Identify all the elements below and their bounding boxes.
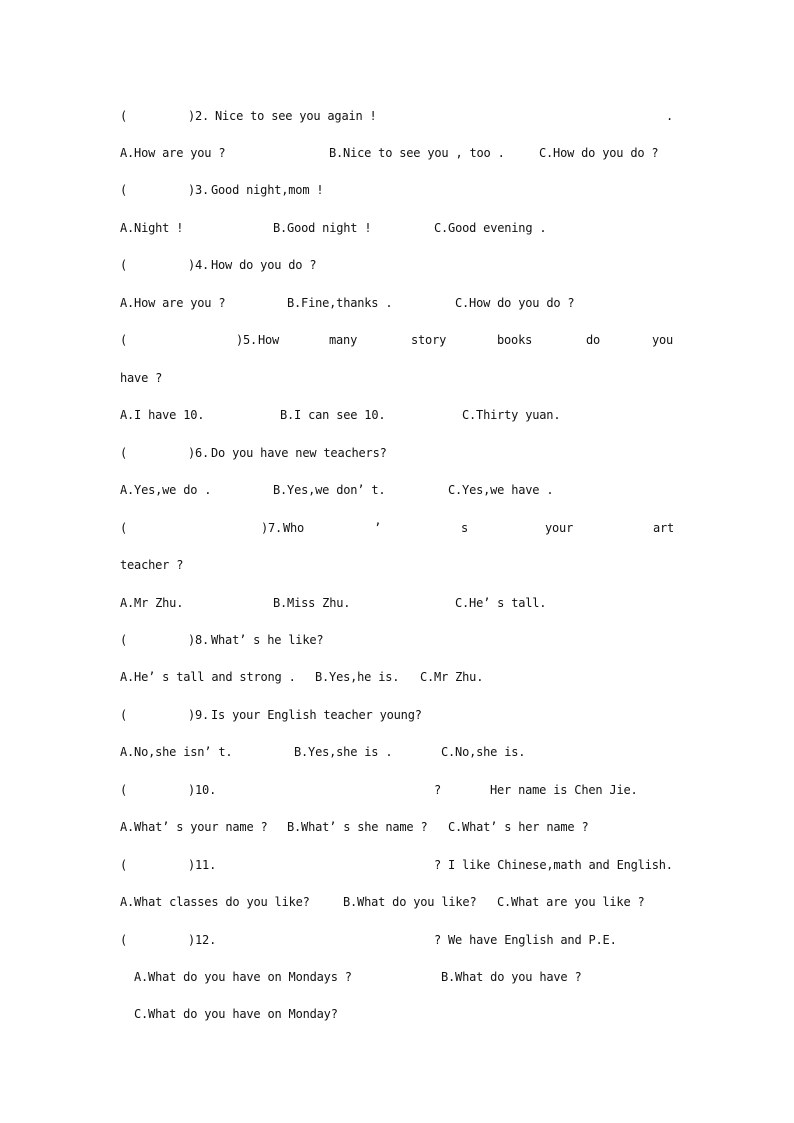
options-7 [120,594,676,612]
blank-question-mark: ? [434,933,442,947]
options-5 [120,406,676,424]
option-b: B.Nice to see you , too . [329,146,505,160]
question-number: )4. [188,258,210,272]
question-stem: How do you do ? [211,258,317,272]
answer-paren-open: ( [120,258,128,272]
question-stem: What’ s he like? [211,633,324,647]
question-number: )2. [188,109,210,123]
option-a: A.He’ s tall and strong . [120,670,296,684]
stem-word: ’ [374,521,382,535]
question-number: )7. [261,521,283,535]
question-3 [120,181,676,199]
options-6 [120,481,676,499]
options-10 [120,818,676,836]
question-2 [120,107,676,125]
stem-word: you [652,333,674,347]
question-stem: Is your English teacher young? [211,708,422,722]
question-number: )3. [188,183,210,197]
option-a: A.Mr Zhu. [120,596,184,610]
option-c: C.What’ s her name ? [448,820,589,834]
options-8 [120,668,676,686]
option-a: A.What do you have on Mondays ? [134,970,352,984]
option-b: B.What do you have ? [441,970,582,984]
option-c: C.Thirty yuan. [462,408,561,422]
option-b: B.Yes,he is. [315,670,400,684]
question-7 [120,519,676,537]
stem-word: How [258,333,280,347]
option-a: A.How are you ? [120,146,226,160]
option-c: C.Mr Zhu. [420,670,484,684]
options-3 [120,219,676,237]
question-number: )5. [236,333,258,347]
blank-question-mark: ? [434,783,442,797]
option-b: B.Yes,she is . [294,745,393,759]
option-c: C.He’ s tall. [455,596,547,610]
option-a: A.How are you ? [120,296,226,310]
answer-paren-open: ( [120,633,128,647]
options-12 [120,968,676,986]
stem-word: s [461,521,469,535]
options-2 [120,144,676,162]
option-a: A.Night ! [120,221,184,235]
options-12-continued [120,1005,676,1023]
option-c: C.What are you like ? [497,895,645,909]
question-5 [120,331,676,349]
stem-word: story [411,333,447,347]
option-a: A.What classes do you like? [120,895,310,909]
answer-paren-open: ( [120,109,128,123]
option-b: B.What’ s she name ? [287,820,428,834]
question-10 [120,781,676,799]
options-9 [120,743,676,761]
option-c: C.What do you have on Monday? [134,1007,338,1021]
stem-word: your [545,521,574,535]
option-a: A.I have 10. [120,408,205,422]
question-12 [120,931,676,949]
stem-continued: teacher ? [120,558,184,572]
option-b: B.Good night ! [273,221,372,235]
stem-word: Who [283,521,305,535]
question-number: )12. [188,933,217,947]
option-b: B.Fine,thanks . [287,296,393,310]
answer-paren-open: ( [120,783,128,797]
question-number: )6. [188,446,210,460]
answer-paren-open: ( [120,858,128,872]
question-11 [120,856,676,874]
question-trailing-mark: . [666,109,674,123]
option-c: C.How do you do ? [455,296,575,310]
answer-paren-open: ( [120,933,128,947]
given-answer: Her name is Chen Jie. [490,783,638,797]
option-a: A.Yes,we do . [120,483,212,497]
question-number: )9. [188,708,210,722]
option-c: C.Yes,we have . [448,483,554,497]
question-stem: Good night,mom ! [211,183,324,197]
question-stem: Do you have new teachers? [211,446,387,460]
question-7-continued [120,556,676,574]
question-stem: Nice to see you again ! [215,109,377,123]
question-number: )11. [188,858,217,872]
option-a: A.What’ s your name ? [120,820,268,834]
options-4 [120,294,676,312]
answer-paren-open: ( [120,708,128,722]
given-answer: I like Chinese,math and English. [448,858,673,872]
answer-paren-open: ( [120,183,128,197]
option-c: C.How do you do ? [539,146,659,160]
stem-continued: have ? [120,371,163,385]
question-4 [120,256,676,274]
given-answer: We have English and P.E. [448,933,617,947]
option-c: C.No,she is. [441,745,526,759]
answer-paren-open: ( [120,521,128,535]
option-a: A.No,she isn’ t. [120,745,233,759]
stem-word: many [329,333,358,347]
stem-word: books [497,333,533,347]
answer-paren-open: ( [120,446,128,460]
answer-paren-open: ( [120,333,128,347]
question-6 [120,444,676,462]
option-b: B.Yes,we don’ t. [273,483,386,497]
stem-word: do [586,333,601,347]
question-5-continued [120,369,676,387]
question-number: )8. [188,633,210,647]
option-b: B.I can see 10. [280,408,386,422]
blank-question-mark: ? [434,858,442,872]
option-b: B.What do you like? [343,895,477,909]
option-c: C.Good evening . [434,221,547,235]
option-b: B.Miss Zhu. [273,596,351,610]
question-number: )10. [188,783,217,797]
question-8 [120,631,676,649]
question-9 [120,706,676,724]
options-11 [120,893,676,911]
stem-word: art [653,521,675,535]
